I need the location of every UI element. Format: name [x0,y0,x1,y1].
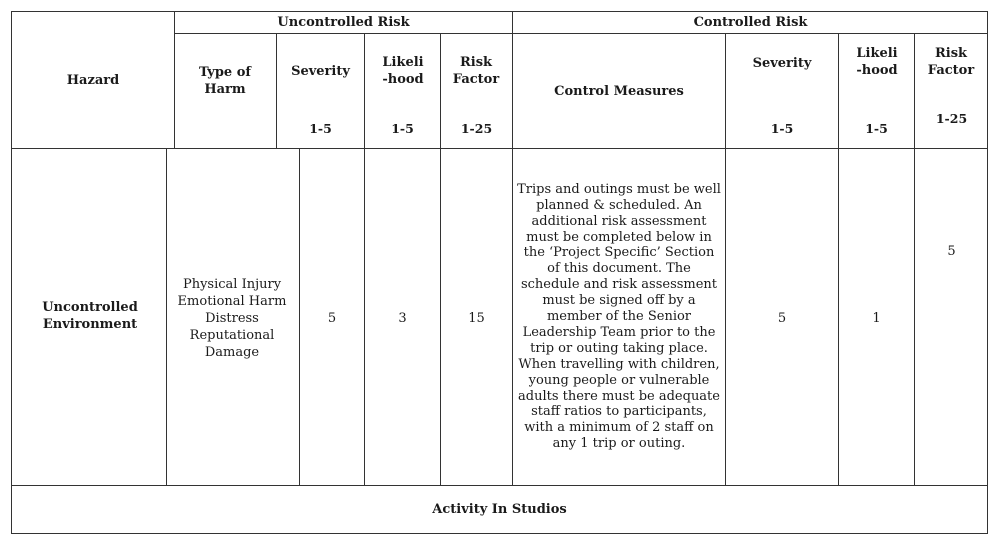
control-measures-header: Control Measures [554,83,684,99]
controlled-risk-factor-range: 1-25 [935,110,968,126]
controlled-likelihood-header: Likeli -hood [856,46,898,78]
controlled-likelihood-range: 1-5 [865,120,888,136]
divider [174,33,988,34]
controlled-likelihood-value: 1 [872,310,881,326]
controlled-severity-range: 1-5 [770,120,794,136]
severity-header: Severity [291,63,350,79]
likelihood-value: 3 [398,310,407,326]
divider [914,148,915,486]
controlled-severity-value: 5 [777,310,787,326]
divider [512,148,513,486]
hazard-value: Uncontrolled Environment [42,300,138,332]
likelihood-header: Likeli -hood [382,55,424,87]
control-measures-value: Trips and outings must be well planned & scheduled. An additional risk assessment must be completed below in the ‘Project Specific’ Section of this document. The schedule and risk assessment must be signed off by a member of the Senior Leadership Team prior to the trip or outing taking place. When travelling with children, young people or vulnerable adults there must be adequate staff ratios to participants, with a minimum of 2 staff on any 1 trip or outing. [517,181,721,452]
risk-factor-header: Risk Factor [452,55,500,87]
severity-range: 1-5 [309,120,332,136]
uncontrolled-risk-heading: Uncontrolled Risk [277,15,410,30]
controlled-severity-header: Severity [752,55,812,71]
risk-factor-value: 15 [468,310,485,326]
divider [914,33,915,149]
controlled-risk-factor-header: Risk Factor [927,46,975,78]
divider [166,148,167,486]
severity-value: 5 [327,310,337,326]
type-of-harm-header: Type of Harm [199,65,251,97]
likelihood-range: 1-5 [391,120,414,136]
section-title: Activity In Studios [432,502,567,517]
controlled-risk-factor-value: 5 [947,243,956,259]
type-of-harm-value: Physical Injury Emotional Harm Distress Reputational Damage [177,276,287,360]
hazard-header: Hazard [66,72,120,88]
controlled-risk-heading: Controlled Risk [693,15,808,30]
risk-factor-range: 1-25 [460,120,493,136]
divider [11,148,988,149]
